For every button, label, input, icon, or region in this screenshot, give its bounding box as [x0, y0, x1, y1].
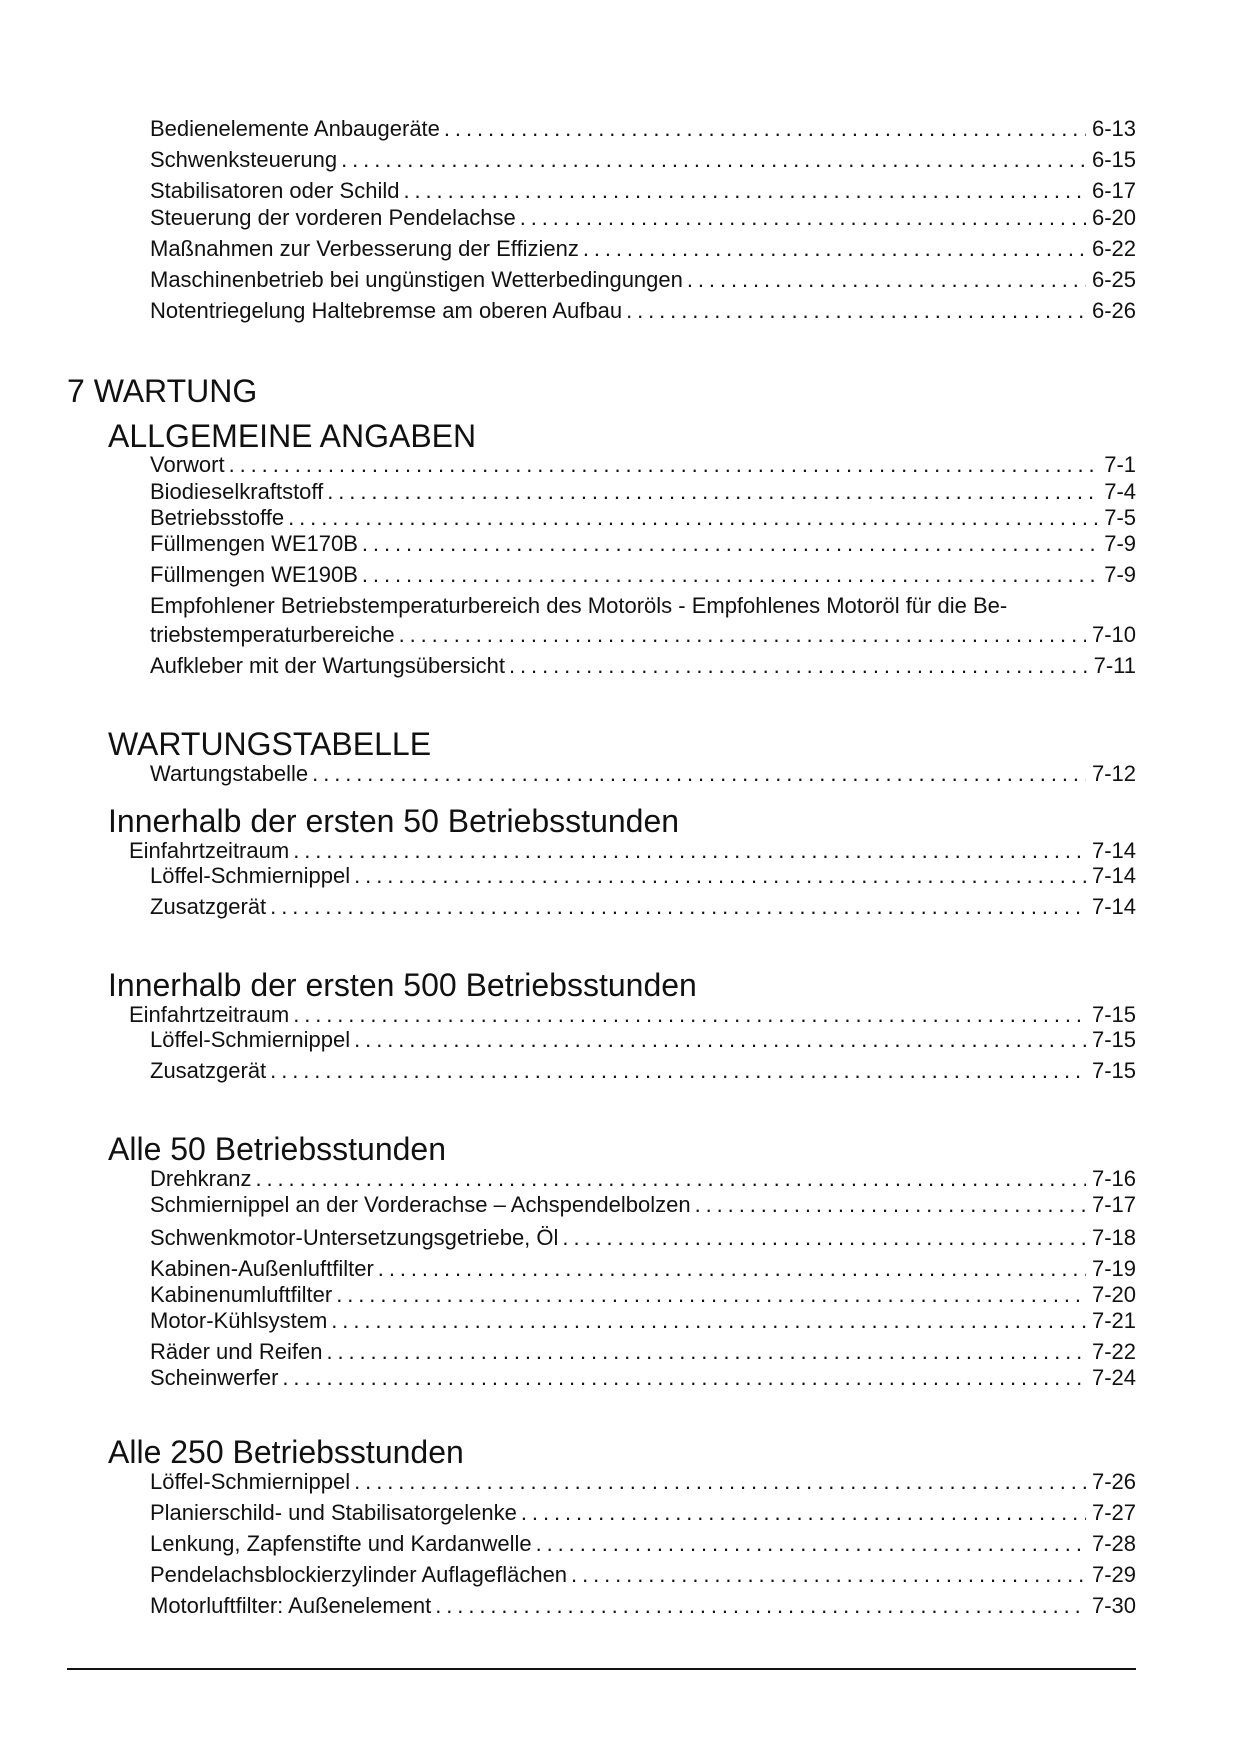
- leader-dots: [336, 1282, 1086, 1308]
- toc-entry-page: 6-13: [1091, 116, 1136, 141]
- toc-entry: [150, 1058, 1136, 1084]
- leader-dots: [229, 452, 1099, 478]
- toc-entry: [150, 116, 1136, 142]
- toc-entry-label: Maßnahmen zur Verbesserung der Effizienz: [150, 236, 579, 261]
- toc-entry: [150, 1339, 1136, 1365]
- toc-entry: [150, 531, 1136, 557]
- toc-entry-page: 7-14: [1091, 838, 1136, 863]
- toc-entry-page: 7-15: [1091, 1002, 1136, 1027]
- section-heading: ALLGEMEINE ANGABEN: [108, 418, 477, 454]
- leader-dots: [327, 479, 1098, 505]
- toc-entry: [129, 1002, 1136, 1028]
- toc-entry-label: Betriebsstoffe: [150, 505, 285, 530]
- leader-dots: [520, 205, 1086, 231]
- toc-entry: [150, 653, 1136, 679]
- leader-dots: [435, 1593, 1086, 1619]
- leader-dots: [399, 622, 1086, 648]
- toc-entry-page: 6-22: [1091, 236, 1136, 261]
- leader-dots: [282, 1365, 1086, 1391]
- leader-dots: [362, 562, 1098, 588]
- toc-entry: [150, 178, 1136, 204]
- toc-entry-label: Löffel-Schmiernippel: [150, 1027, 351, 1052]
- toc-entry-label: Aufkleber mit der Wartungsübersicht: [150, 653, 505, 678]
- footer-rule: [67, 1668, 1136, 1670]
- toc-entry-label: Einfahrtzeitraum: [129, 1002, 290, 1027]
- toc-entry-label: Planierschild- und Stabilisatorgelenke: [150, 1500, 517, 1525]
- toc-entry-page: 7-18: [1091, 1225, 1136, 1250]
- toc-entry-label: Drehkranz: [150, 1166, 252, 1191]
- toc-entry-label: Zusatzgerät: [150, 1058, 267, 1083]
- toc-entry: [150, 894, 1136, 920]
- toc-entry-page: 6-25: [1091, 267, 1136, 292]
- toc-entry: [150, 479, 1136, 505]
- toc-entry-page: 7-22: [1091, 1339, 1136, 1364]
- leader-dots: [583, 236, 1086, 262]
- toc-entry-label: Räder und Reifen: [150, 1339, 323, 1364]
- section-heading: WARTUNGSTABELLE: [108, 726, 432, 762]
- toc-entry: [150, 1166, 1136, 1192]
- toc-entry-page: 7-5: [1104, 505, 1136, 530]
- toc-entry: [150, 1027, 1136, 1053]
- section-heading: Alle 50 Betriebsstunden: [108, 1131, 446, 1167]
- toc-entry: [150, 1469, 1136, 1495]
- toc-entry: [150, 1192, 1136, 1218]
- toc-entry-label: Stabilisatoren oder Schild: [150, 178, 400, 203]
- toc-entry-label: Schmiernippel an der Vorderachse – Achspendelbolzen: [150, 1192, 691, 1217]
- leader-dots: [331, 1308, 1086, 1334]
- toc-entry-label: Biodieselkraftstoff: [150, 479, 324, 504]
- toc-entry-label: Füllmengen WE190B: [150, 562, 358, 587]
- toc-entry-page: 7-29: [1091, 1562, 1136, 1587]
- toc-entry: [150, 147, 1136, 173]
- toc-entry-label: Löffel-Schmiernippel: [150, 863, 351, 888]
- toc-entry: [150, 505, 1136, 531]
- toc-entry-label: triebstemperaturbereiche: [150, 622, 395, 647]
- toc-entry-label: Pendelachsblockierzylinder Auflageflächen: [150, 1562, 568, 1587]
- leader-dots: [326, 1339, 1086, 1365]
- leader-dots: [571, 1562, 1086, 1588]
- toc-entry: [150, 1500, 1136, 1526]
- toc-entry-label: Schwenkmotor-Untersetzungsgetriebe, Öl: [150, 1225, 559, 1250]
- toc-entry: [150, 236, 1136, 262]
- leader-dots: [270, 894, 1086, 920]
- toc-entry: [150, 1256, 1136, 1282]
- leader-dots: [444, 116, 1086, 142]
- leader-dots: [626, 298, 1086, 324]
- toc-entry-label: Maschinenbetrieb bei ungünstigen Wetterbedingungen: [150, 267, 683, 292]
- section-heading: Alle 250 Betriebsstunden: [108, 1434, 464, 1470]
- leader-dots: [354, 863, 1086, 889]
- toc-entry-page: 7-27: [1091, 1500, 1136, 1525]
- toc-entry-page: 7-1: [1104, 452, 1136, 477]
- section-heading: Innerhalb der ersten 50 Betriebsstunden: [108, 803, 680, 839]
- toc-entry-page: 7-14: [1091, 894, 1136, 919]
- toc-entry-label: Einfahrtzeitraum: [129, 838, 290, 863]
- chapter-title: 7 WARTUNG: [67, 373, 258, 409]
- leader-dots: [509, 653, 1088, 679]
- toc-entry-label: Schwenksteuerung: [150, 147, 338, 172]
- toc-entry-label: Notentriegelung Haltebremse am oberen Aufbau: [150, 298, 623, 323]
- toc-entry-label: Füllmengen WE170B: [150, 531, 358, 556]
- toc-entry-page: 6-26: [1091, 298, 1136, 323]
- toc-entry-label: Kabinenumluftfilter: [150, 1282, 333, 1307]
- toc-entry-page: 7-19: [1091, 1256, 1136, 1281]
- toc-entry-page: 7-17: [1091, 1192, 1136, 1217]
- toc-entry-page: 7-28: [1091, 1531, 1136, 1556]
- toc-entry-page: 7-11: [1093, 653, 1136, 678]
- toc-entry-page: 6-20: [1091, 205, 1136, 230]
- toc-entry-label: Vorwort: [150, 452, 225, 477]
- leader-dots: [341, 147, 1086, 173]
- toc-entry: [150, 1562, 1136, 1588]
- toc-entry: [150, 761, 1136, 787]
- leader-dots: [378, 1256, 1086, 1282]
- toc-entry: [150, 267, 1136, 293]
- toc-entry-page: 7-15: [1091, 1027, 1136, 1052]
- toc-entry: [150, 1365, 1136, 1391]
- toc-entry: [150, 452, 1136, 478]
- toc-entry-label: Bedienelemente Anbaugeräte: [150, 116, 440, 141]
- toc-entry-page: 7-30: [1091, 1593, 1136, 1618]
- toc-entry-page: 7-4: [1104, 479, 1136, 504]
- leader-dots: [293, 838, 1086, 864]
- toc-entry: [129, 838, 1136, 864]
- leader-dots: [312, 761, 1086, 787]
- toc-entry-page: 7-9: [1104, 531, 1136, 556]
- toc-entry-page: 7-21: [1091, 1308, 1136, 1333]
- toc-entry-page: 6-15: [1091, 147, 1136, 172]
- toc-entry: [150, 622, 1136, 648]
- toc-entry-page: 7-14: [1091, 863, 1136, 888]
- leader-dots: [255, 1166, 1085, 1192]
- toc-entry: [150, 1225, 1136, 1251]
- leader-dots: [687, 267, 1086, 293]
- toc-entry-label: Steuerung der vorderen Pendelachse: [150, 205, 516, 230]
- toc-entry-label: Zusatzgerät: [150, 894, 267, 919]
- toc-entry-label: Lenkung, Zapfenstifte und Kardanwelle: [150, 1531, 532, 1556]
- toc-entry-wrapped-line: Empfohlener Betriebstemperaturbereich des Motoröls - Empfohlenes Motoröl für die Be-: [150, 593, 1008, 618]
- toc-entry: [150, 298, 1136, 324]
- toc-entry-label: Löffel-Schmiernippel: [150, 1469, 351, 1494]
- toc-entry-page: 7-10: [1091, 622, 1136, 647]
- toc-entry: [150, 1308, 1136, 1334]
- toc-entry-page: 7-9: [1104, 562, 1136, 587]
- leader-dots: [362, 531, 1098, 557]
- leader-dots: [354, 1469, 1086, 1495]
- leader-dots: [562, 1225, 1086, 1251]
- toc-entry-page: 7-26: [1091, 1469, 1136, 1494]
- toc-entry-page: 6-17: [1091, 178, 1136, 203]
- leader-dots: [695, 1192, 1086, 1218]
- leader-dots: [293, 1002, 1086, 1028]
- toc-entry-page: 7-16: [1091, 1166, 1136, 1191]
- section-heading: Innerhalb der ersten 500 Betriebsstunden: [108, 967, 697, 1003]
- toc-entry: [150, 1593, 1136, 1619]
- toc-entry-label: Kabinen-Außenluftfilter: [150, 1256, 374, 1281]
- leader-dots: [270, 1058, 1086, 1084]
- toc-entry-page: 7-12: [1091, 761, 1136, 786]
- toc-entry-page: 7-20: [1091, 1282, 1136, 1307]
- leader-dots: [354, 1027, 1086, 1053]
- toc-entry-label: Motor-Kühlsystem: [150, 1308, 328, 1333]
- toc-entry: [150, 562, 1136, 588]
- toc-entry: [150, 205, 1136, 231]
- toc-entry-label: Scheinwerfer: [150, 1365, 279, 1390]
- toc-entry: [150, 863, 1136, 889]
- leader-dots: [403, 178, 1085, 204]
- toc-entry-label: Wartungstabelle: [150, 761, 309, 786]
- toc-entry-page: 7-24: [1091, 1365, 1136, 1390]
- toc-entry-page: 7-15: [1091, 1058, 1136, 1083]
- leader-dots: [521, 1500, 1086, 1526]
- toc-entry: [150, 1531, 1136, 1557]
- toc-entry-label: Motorluftfilter: Außenelement: [150, 1593, 432, 1618]
- toc-entry: [150, 1282, 1136, 1308]
- leader-dots: [288, 505, 1098, 531]
- leader-dots: [536, 1531, 1086, 1557]
